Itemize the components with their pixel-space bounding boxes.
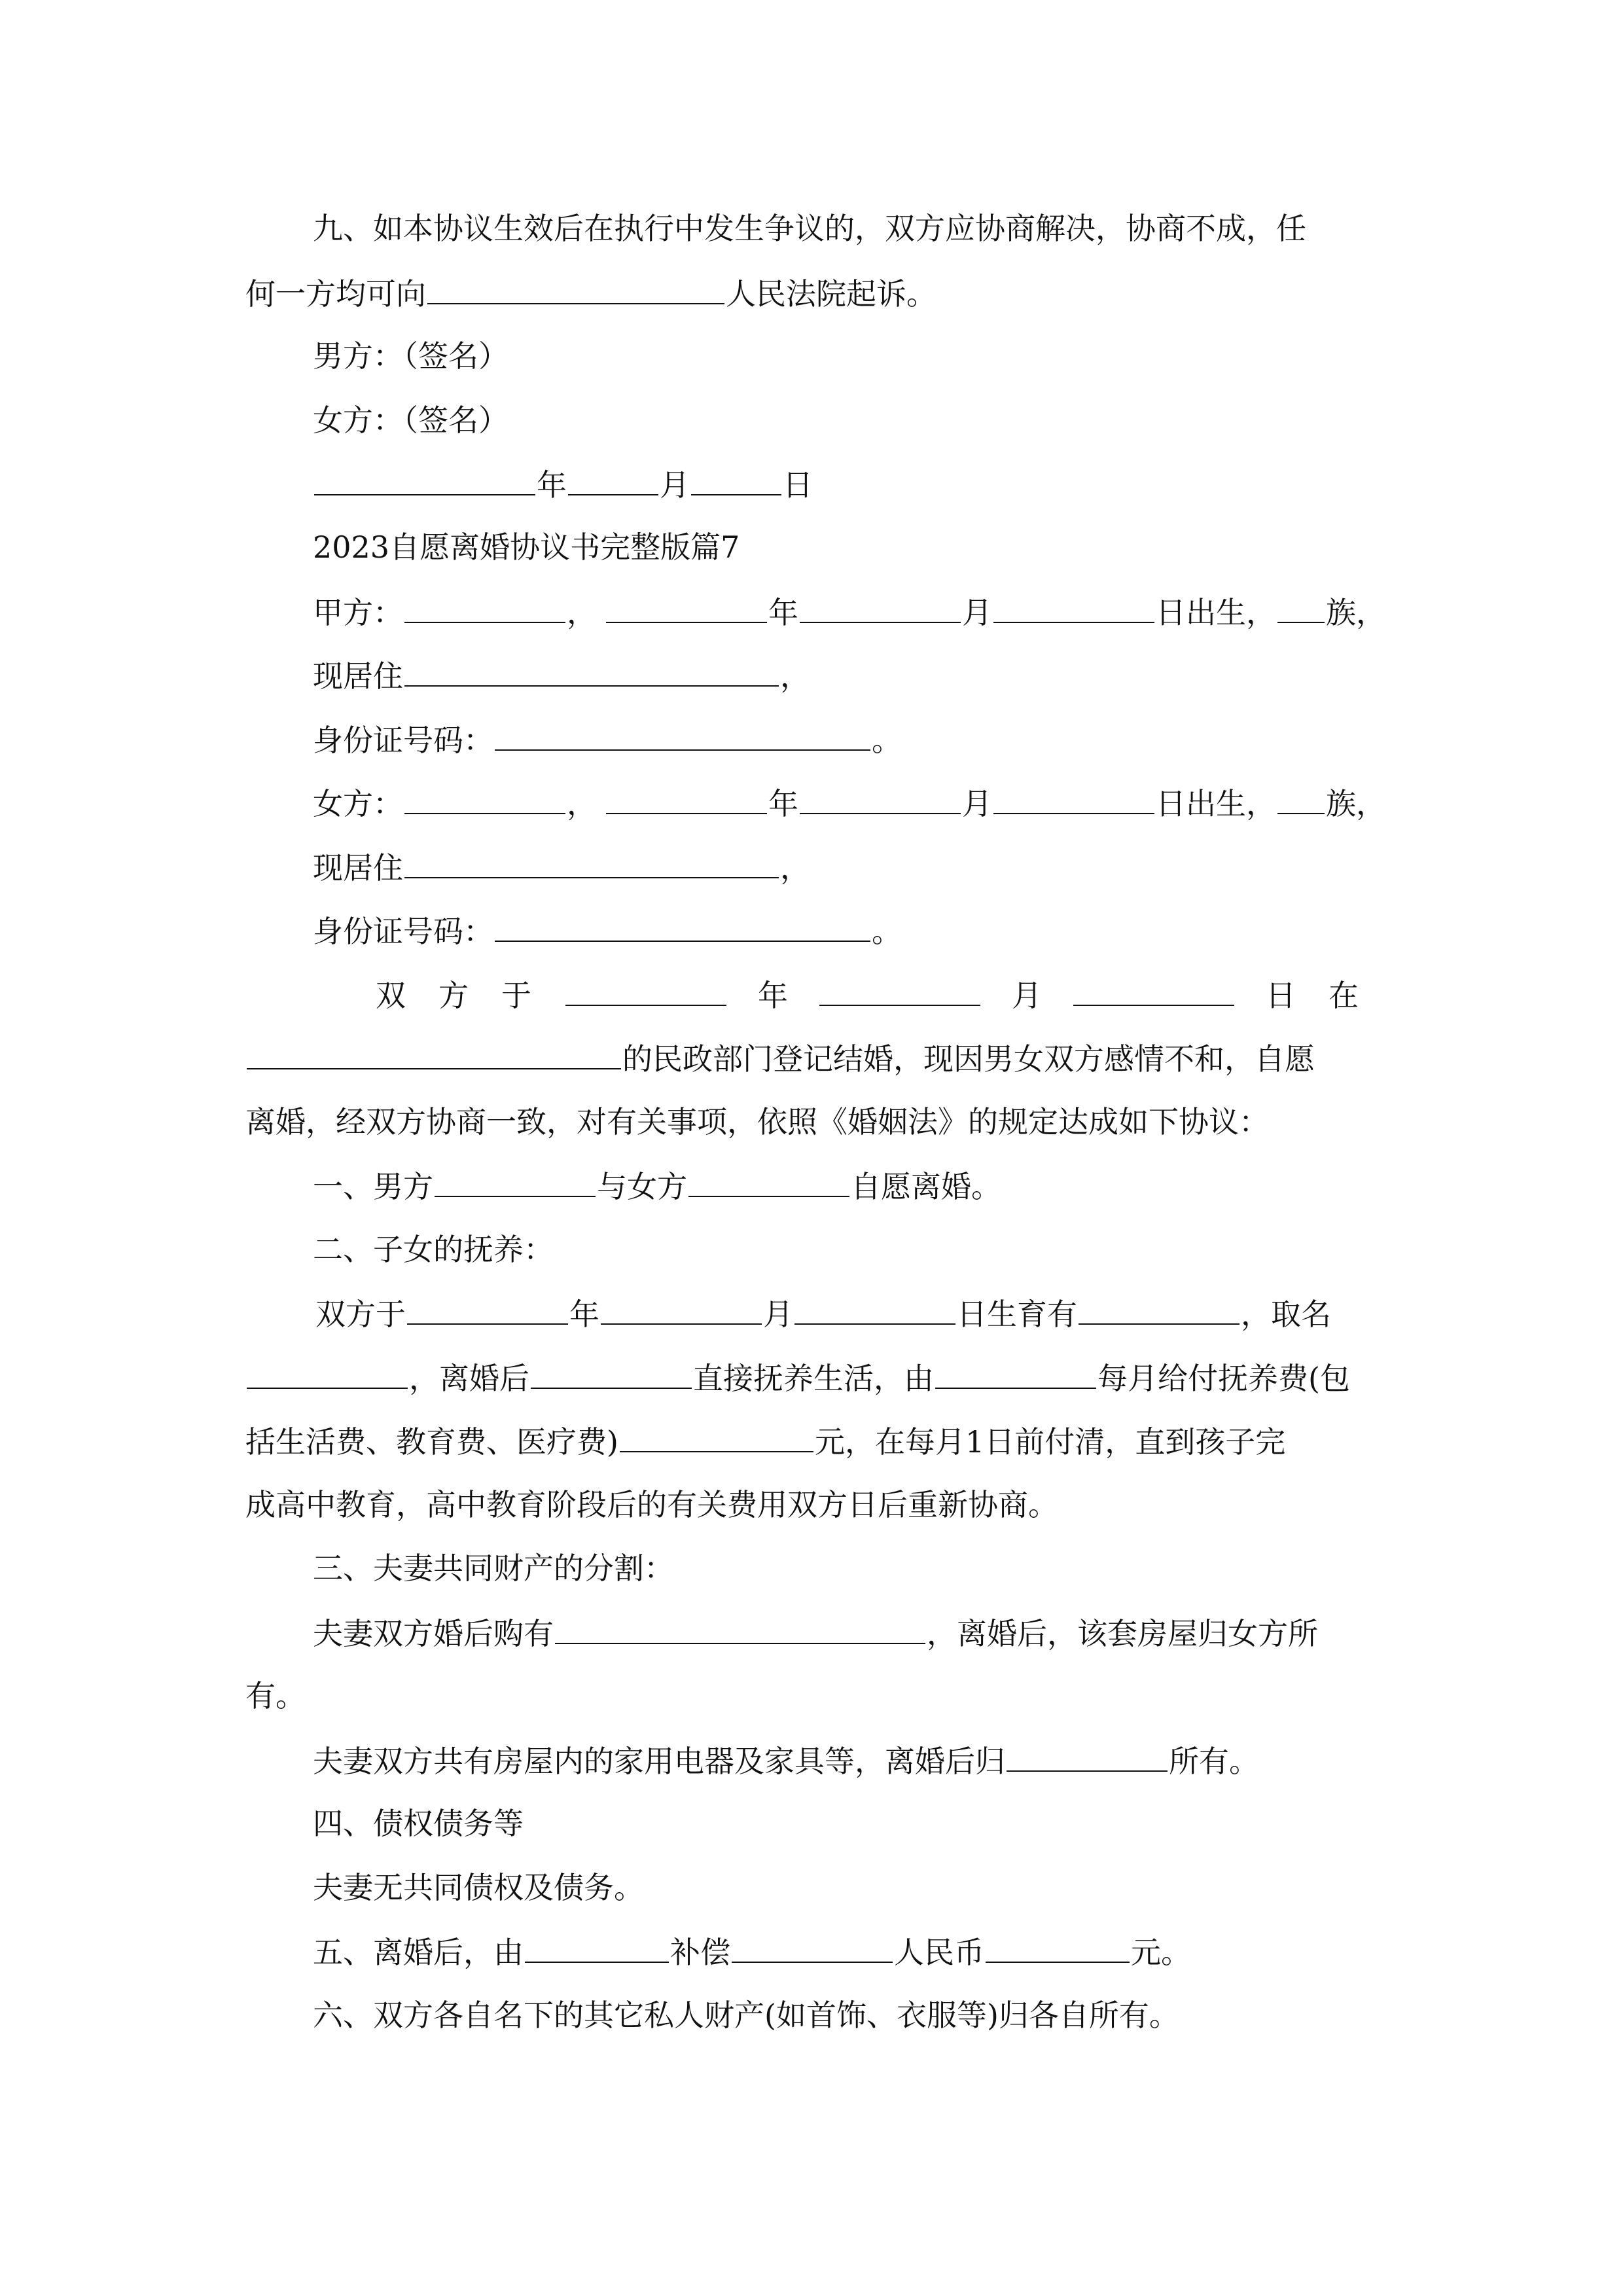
clause-3-text: 夫妻双方共有房屋内的家用电器及家具等，离婚后归 <box>313 1744 1005 1779</box>
punctuation: ， <box>567 786 597 821</box>
party-b-birth <box>313 783 1386 822</box>
party-b-year-blank[interactable] <box>606 783 767 814</box>
punctuation: ， <box>780 850 810 886</box>
clause-3-title-text: 三、夫妻共同财产的分割： <box>313 1551 674 1586</box>
man-signature-label: 男方：（签名） <box>313 338 508 374</box>
clause-2-line-4 <box>245 1485 1058 1524</box>
clause-2-text: 双方于 <box>315 1297 406 1332</box>
day-blank[interactable] <box>691 464 781 495</box>
party-b-day-blank[interactable] <box>993 783 1154 814</box>
party-a-day-blank[interactable] <box>993 592 1154 623</box>
clause-1-text: 一、男方 <box>313 1169 433 1204</box>
clause-6 <box>313 1996 1179 2035</box>
party-a-label: 甲方： <box>313 595 403 630</box>
clause-2-text: ，离婚后 <box>409 1361 529 1396</box>
punctuation: ， <box>567 595 597 630</box>
clause-2-line-3 <box>245 1421 1285 1460</box>
clause-2-title-text: 二、子女的抚养： <box>313 1232 554 1267</box>
recipient-blank[interactable] <box>732 1931 893 1963</box>
clause-1-text: 与女方 <box>597 1169 687 1204</box>
custodian-blank[interactable] <box>531 1357 692 1389</box>
property-blank[interactable] <box>555 1613 925 1644</box>
child-year-blank[interactable] <box>407 1293 568 1325</box>
clause-3-line-2 <box>245 1676 306 1715</box>
man-signature <box>313 336 508 376</box>
residence-label: 现居住 <box>313 658 403 694</box>
clause-4-title-text: 四、债权债务等 <box>313 1806 524 1841</box>
child-day-blank[interactable] <box>794 1293 955 1325</box>
party-a-ethnic-blank[interactable] <box>1277 592 1325 623</box>
party-a-month-blank[interactable] <box>800 592 961 623</box>
clause-6-text: 六、双方各自名下的其它私人财产(如首饰、衣服等)归各自所有。 <box>313 1998 1179 2033</box>
marriage-text: 的民政部门登记结婚，现因男女双方感情不和，自愿 <box>622 1041 1315 1077</box>
ethnic-label: 族， <box>1326 786 1386 821</box>
clause-3-text: 有。 <box>245 1678 306 1713</box>
clause-9-line-2 <box>245 273 936 312</box>
party-a-birth <box>313 592 1386 631</box>
court-blank[interactable] <box>427 273 724 304</box>
compensation-amount-blank[interactable] <box>986 1931 1130 1963</box>
clause-3-text: ，离婚后，该套房屋归女方所 <box>927 1616 1318 1651</box>
month-blank[interactable] <box>568 464 658 495</box>
clause-9-text: 人民法院起诉。 <box>726 276 936 312</box>
woman-name-blank[interactable] <box>688 1166 849 1197</box>
party-b-month-blank[interactable] <box>800 783 961 814</box>
child-gender-blank[interactable] <box>1079 1293 1240 1325</box>
party-a-id <box>313 719 902 759</box>
party-b-ethnic-blank[interactable] <box>1277 783 1325 814</box>
section-title-text: 2023自愿离婚协议书完整版篇7 <box>313 529 740 565</box>
born-label: 日出生， <box>1156 595 1276 630</box>
clause-2-text: 成高中教育，高中教育阶段后的有关费用双方日后重新协商。 <box>245 1487 1058 1522</box>
id-label: 身份证号码： <box>313 723 493 758</box>
party-b-id <box>313 910 902 950</box>
punctuation: 。 <box>872 914 902 949</box>
punctuation: ， <box>780 658 810 694</box>
clause-1 <box>313 1166 1001 1205</box>
year-label: 年 <box>758 978 788 1013</box>
marriage-line-2 <box>245 1038 1315 1077</box>
compensator-blank[interactable] <box>525 1931 669 1963</box>
furniture-owner-blank[interactable] <box>1007 1740 1168 1772</box>
clause-5 <box>313 1931 1191 1971</box>
year-blank[interactable] <box>314 464 535 495</box>
party-b-label: 女方： <box>313 786 403 821</box>
party-b-residence <box>313 847 810 886</box>
born-label: 日出生， <box>1156 786 1276 821</box>
signature-date <box>313 464 813 503</box>
marriage-word: 方 <box>438 978 469 1013</box>
date-label: 月 <box>660 467 690 503</box>
clause-9-line-1 <box>313 209 1306 248</box>
residence-label: 现居住 <box>313 850 403 886</box>
marriage-text: 离婚，经双方协商一致，对有关事项，依照《婚姻法》的规定达成如下协议： <box>245 1104 1269 1139</box>
year-label: 年 <box>768 786 798 821</box>
clause-3-line-3 <box>313 1740 1259 1780</box>
clause-5-text: 五、离婚后，由 <box>313 1935 524 1970</box>
payer-blank[interactable] <box>935 1357 1096 1389</box>
clause-3-text: 所有。 <box>1169 1744 1259 1779</box>
ethnic-label: 族， <box>1326 595 1386 630</box>
clause-5-text: 人民币 <box>894 1935 984 1970</box>
clause-9-text: 九、如本协议生效后在执行中发生争议的，双方应协商解决，协商不成，任 <box>313 211 1306 246</box>
party-b-residence-blank[interactable] <box>404 847 779 878</box>
marriage-word: 双 <box>376 978 406 1013</box>
clause-2-text: ，取名 <box>1241 1297 1331 1332</box>
date-label: 日 <box>783 467 813 503</box>
month-label: 月 <box>962 595 992 630</box>
clause-3-text: 夫妻双方婚后购有 <box>313 1616 554 1651</box>
marriage-line-1 <box>376 975 1359 1014</box>
marriage-line-3 <box>245 1102 1269 1141</box>
civil-affairs-blank[interactable] <box>247 1038 621 1069</box>
clause-5-text: 元。 <box>1131 1935 1191 1970</box>
clause-2-line-2 <box>245 1357 1350 1397</box>
party-b-id-blank[interactable] <box>495 910 870 942</box>
clause-2-title <box>313 1230 554 1269</box>
clause-3-title <box>313 1549 674 1588</box>
party-a-name-blank[interactable] <box>404 592 565 623</box>
party-a-year-blank[interactable] <box>606 592 767 623</box>
party-b-name-blank[interactable] <box>404 783 565 814</box>
clause-3-line-1 <box>313 1613 1318 1652</box>
at-label: 在 <box>1329 978 1359 1013</box>
child-month-blank[interactable] <box>601 1293 762 1325</box>
marriage-month-blank[interactable] <box>819 975 980 1006</box>
clause-1-text: 自愿离婚。 <box>851 1169 1001 1204</box>
month-label: 月 <box>1012 978 1042 1013</box>
section-title <box>313 528 740 567</box>
child-name-blank[interactable] <box>247 1357 408 1389</box>
month-label: 月 <box>763 1297 793 1332</box>
party-a-id-blank[interactable] <box>495 719 870 751</box>
clause-2-text: 元，在每月1日前付清，直到孩子完 <box>814 1424 1286 1460</box>
clause-2-text: 直接抚养生活，由 <box>693 1361 934 1396</box>
clause-2-line-1 <box>315 1293 1331 1333</box>
month-label: 月 <box>962 786 992 821</box>
clause-2-text: 括生活费、教育费、医疗费) <box>245 1424 618 1460</box>
party-a-residence <box>313 655 810 694</box>
clause-5-text: 补偿 <box>670 1935 730 1970</box>
woman-signature <box>313 401 508 440</box>
marriage-year-blank[interactable] <box>565 975 726 1006</box>
clause-2-text: 每月给付抚养费(包 <box>1097 1361 1350 1396</box>
clause-4-title <box>313 1804 524 1843</box>
party-a-residence-blank[interactable] <box>404 655 779 687</box>
marriage-word: 于 <box>501 978 531 1013</box>
man-name-blank[interactable] <box>435 1166 596 1197</box>
year-label: 年 <box>569 1297 599 1332</box>
date-label: 年 <box>537 467 567 503</box>
clause-9-text: 何一方均可向 <box>245 276 426 312</box>
punctuation: 。 <box>872 723 902 758</box>
clause-4-text <box>313 1868 644 1907</box>
clause-2-text: 日生育有 <box>957 1297 1077 1332</box>
day-label: 日 <box>1266 978 1296 1013</box>
marriage-day-blank[interactable] <box>1073 975 1234 1006</box>
woman-signature-label: 女方：（签名） <box>313 403 508 438</box>
id-label: 身份证号码： <box>313 914 493 949</box>
support-amount-blank[interactable] <box>620 1421 813 1452</box>
clause-4-body: 夫妻无共同债权及债务。 <box>313 1870 644 1905</box>
year-label: 年 <box>768 595 798 630</box>
